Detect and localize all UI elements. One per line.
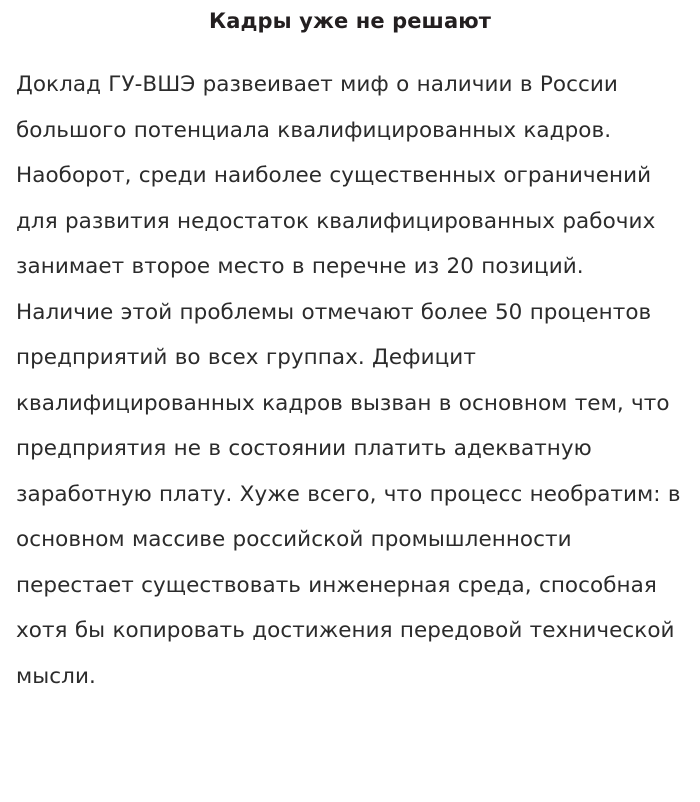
page-title: Кадры уже не решают	[208, 9, 492, 33]
article-body	[16, 36, 684, 699]
article-paragraph: Доклад ГУ-ВШЭ развеивает миф о наличии в России большого потенциала квалифицированных кадров. Наоборот, среди наиболее существенных ограничений для развития недостаток квалифицированных рабочих занимает второе место в перечне из 20 позиций. Наличие этой проблемы отмечают более 50 процентов предприятий во всех группах. Дефицит квалифицированных кадров вызван в основном тем, что предприятия не в состоянии платить адекватную заработную плату. Хуже всего, что процесс необратим: в основном массиве российской промышленности перестает существовать инженерная среда, способная хотя бы копировать достижения передовой технической мысли.	[16, 72, 681, 689]
